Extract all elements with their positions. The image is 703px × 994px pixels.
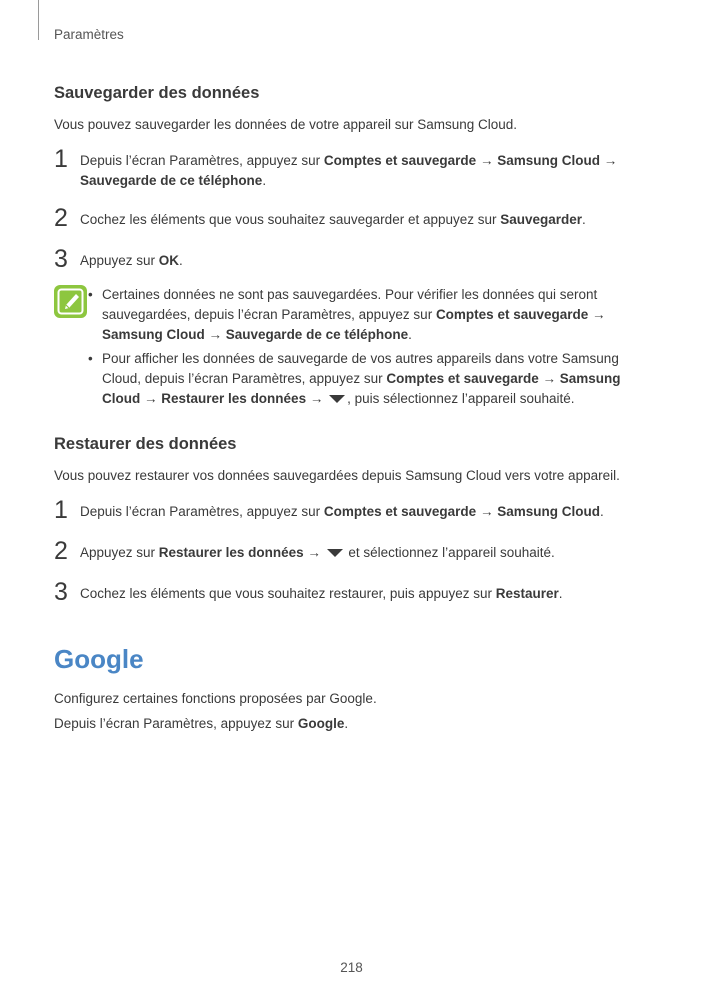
restore-heading: Restaurer des données xyxy=(54,435,237,453)
backup-heading: Sauvegarder des données xyxy=(54,84,260,102)
header-rule xyxy=(38,0,39,40)
page-number: 218 xyxy=(340,960,363,975)
backup-note xyxy=(54,285,644,410)
google-line-1: Configurez certaines fonctions proposées par Google. xyxy=(54,691,377,706)
step-number: 1 xyxy=(54,145,68,173)
backup-intro: Vous pouvez sauvegarder les données de votre appareil sur Samsung Cloud. xyxy=(54,117,518,132)
step-number: 2 xyxy=(54,537,68,565)
google-line-2: Depuis l’écran Paramètres, appuyez sur Google. xyxy=(54,716,349,731)
step-number: 3 xyxy=(54,245,68,273)
dropdown-triangle-icon xyxy=(327,549,343,557)
step-number: 3 xyxy=(54,578,68,606)
restore-intro: Vous pouvez restaurer vos données sauvegardées depuis Samsung Cloud vers votre appareil. xyxy=(54,468,620,483)
dropdown-triangle-icon xyxy=(329,395,345,403)
note-pencil-icon xyxy=(54,285,87,318)
step-text: Appuyez sur Restaurer les données → et sélectionnez l’appareil souhaité. xyxy=(80,545,555,560)
note-bullet-2: • Pour afficher les données de sauvegarde de vos autres appareils dans votre Samsung Cloud, depuis l’écran Paramètres, appuyez sur Comptes et sauvegarde → Samsung Cloud → Restaurer les données → , puis sélectionnez l’appareil souhaité. xyxy=(88,351,621,406)
header-title: Paramètres xyxy=(54,27,124,42)
google-heading: Google xyxy=(54,644,144,674)
step-number: 2 xyxy=(54,204,68,232)
step-text: Cochez les éléments que vous souhaitez sauvegarder et appuyez sur Sauvegarder. xyxy=(80,212,586,227)
note-bullet-1: • Certaines données ne sont pas sauvegardées. Pour vérifier les données qui seront sauvegardées, depuis l’écran Paramètres, appuyez sur Comptes et sauvegarde → Samsung Cloud → Sauvegarde de ce téléphone. xyxy=(88,287,606,342)
step-text: Appuyez sur OK. xyxy=(80,253,183,268)
step-text: Depuis l’écran Paramètres, appuyez sur Comptes et sauvegarde → Samsung Cloud → Sauvegarde de ce téléphone. xyxy=(80,153,618,188)
step-text: Cochez les éléments que vous souhaitez restaurer, puis appuyez sur Restaurer. xyxy=(80,586,563,601)
step-number: 1 xyxy=(54,496,68,524)
step-text: Depuis l’écran Paramètres, appuyez sur Comptes et sauvegarde → Samsung Cloud. xyxy=(80,504,604,519)
